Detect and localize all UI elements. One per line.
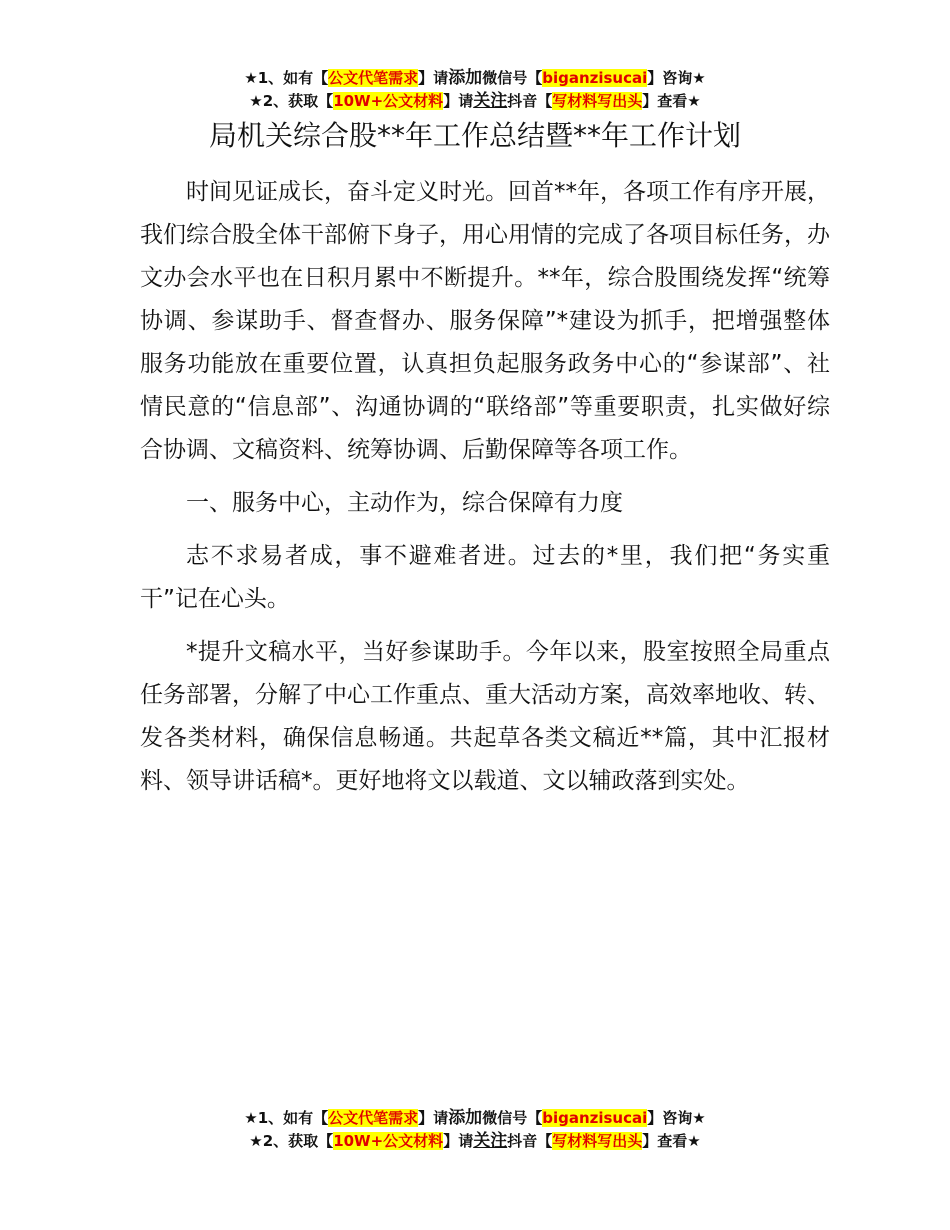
highlight-douyin-account[interactable]: 写材料写出头	[552, 92, 643, 110]
banner-text: 】查看★	[642, 92, 701, 110]
banner-emphasis: 关注	[473, 91, 508, 111]
banner-text: 】查看★	[642, 1132, 701, 1150]
star-icon: ★	[249, 92, 263, 110]
banner-text: 】请	[443, 92, 474, 110]
star-icon: ★	[249, 1132, 263, 1150]
banner-line-1	[0, 1107, 950, 1130]
highlight-douyin-account[interactable]: 写材料写出头	[552, 1132, 643, 1150]
banner-text: 】请	[418, 69, 449, 87]
highlight-materials: 10W+公文材料	[333, 1132, 444, 1150]
document-title: 局机关综合股**年工作总结暨**年工作计划	[208, 119, 741, 152]
banner-text: 】咨询★	[647, 1109, 706, 1127]
header-banner	[0, 67, 950, 113]
banner-line-2	[0, 90, 950, 113]
paragraph: 志不求易者成，事不避难者进。过去的*里，我们把“务实重干”记在心头。	[140, 543, 830, 612]
highlight-service: 公文代笔需求	[328, 1109, 419, 1127]
highlight-wechat-id[interactable]: biganzisucai	[542, 1109, 648, 1127]
banner-text: 2、获取【	[262, 92, 334, 110]
star-icon: ★	[244, 1109, 258, 1127]
banner-text: 微信号【	[482, 69, 543, 87]
highlight-wechat-id[interactable]: biganzisucai	[542, 69, 648, 87]
banner-text: 】请	[443, 1132, 474, 1150]
banner-emphasis: 添加	[448, 1108, 483, 1128]
highlight-materials: 10W+公文材料	[333, 92, 444, 110]
banner-text: 2、获取【	[262, 1132, 334, 1150]
paragraph-intro: 时间见证成长，奋斗定义时光。回首**年，各项工作有序开展，我们综合股全体干部俯下身子，用心用情的完成了各项目标任务，办文办会水平也在日积月累中不断提升。**年，综合股围绕发挥“统筹协调、参谋助手、督查督办、服务保障”*建设为抓手，把增强整体服务功能放在重要位置，认真担负起服务政务中心的“参谋部”、社情民意的“信息部”、沟通协调的“联络部”等重要职责，扎实做好综合协调、文稿资料、统筹协调、后勤保障等各项工作。	[140, 179, 830, 463]
document-body	[140, 171, 830, 803]
banner-text: 1、如有【	[257, 1109, 329, 1127]
banner-text: 微信号【	[482, 1109, 543, 1127]
star-icon: ★	[244, 69, 258, 87]
banner-text: 】请	[418, 1109, 449, 1127]
section-heading: 一、服务中心，主动作为，综合保障有力度	[186, 490, 623, 516]
banner-text: 抖音【	[507, 1132, 553, 1150]
highlight-service: 公文代笔需求	[328, 69, 419, 87]
banner-line-1	[0, 67, 950, 90]
banner-text: 】咨询★	[647, 69, 706, 87]
paragraph: *提升文稿水平，当好参谋助手。今年以来，股室按照全局重点任务部署，分解了中心工作重点、重大活动方案，高效率地收、转、发各类材料，确保信息畅通。共起草各类文稿近**篇，其中汇报材料、领导讲话稿*。更好地将文以载道、文以辅政落到实处。	[140, 639, 830, 794]
banner-line-2	[0, 1130, 950, 1153]
banner-text: 抖音【	[507, 92, 553, 110]
footer-banner	[0, 1107, 950, 1153]
banner-text: 1、如有【	[257, 69, 329, 87]
banner-emphasis: 添加	[448, 68, 483, 88]
banner-emphasis: 关注	[473, 1131, 508, 1151]
